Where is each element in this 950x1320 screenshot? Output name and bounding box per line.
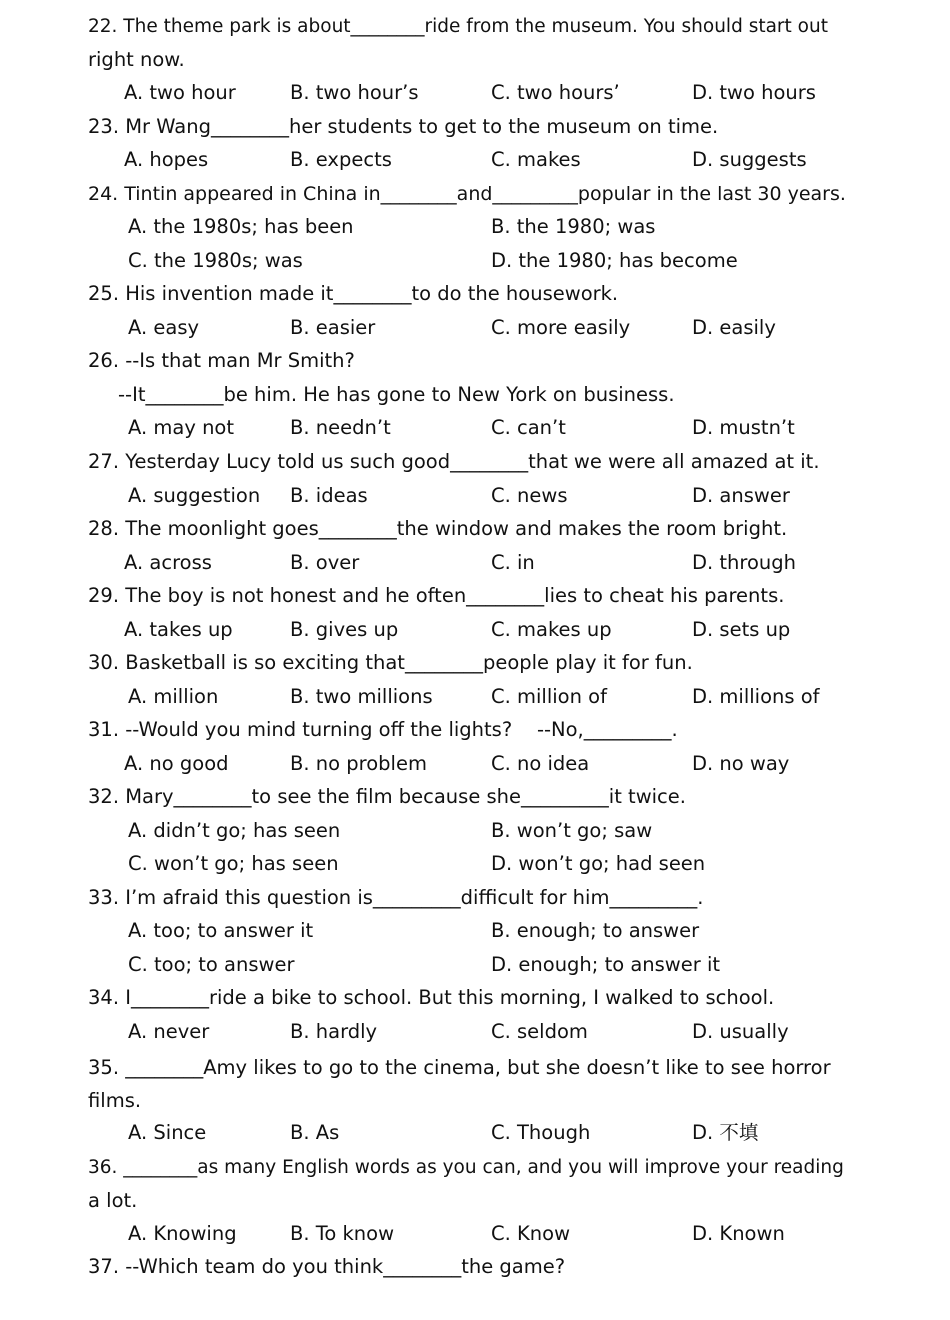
option-b[interactable]: B. two hour’s [290,81,419,104]
question-26-options [88,411,846,445]
option-b[interactable]: B. hardly [290,1020,378,1043]
question-36-stem: 36. ________as many English words as you can, and you will improve your reading [88,1157,844,1178]
option-c[interactable]: C. too; to answer [128,953,295,976]
option-b[interactable]: B. To know [290,1222,395,1245]
question-35-stem: 35. ________Amy likes to go to the cinema, but she doesn’t like to see horror [88,1056,831,1079]
option-c[interactable]: C. the 1980s; was [128,249,303,272]
option-c[interactable]: C. won’t go; has seen [128,852,339,875]
option-c[interactable]: C. news [491,484,568,507]
option-d[interactable]: D. through [692,551,797,574]
question-33-stem: 33. I’m afraid this question is_________difficult for him_________. [88,886,704,909]
option-b[interactable]: B. over [290,551,360,574]
question-36-stem-cont: a lot. [88,1189,138,1212]
option-b[interactable]: B. needn’t [290,416,391,439]
option-c[interactable]: C. Though [491,1121,591,1144]
option-c[interactable]: C. more easily [491,316,631,339]
option-b[interactable]: B. the 1980; was [491,215,656,238]
option-c[interactable]: C. in [491,551,535,574]
option-a[interactable]: A. million [128,685,219,708]
question-32-stem: 32. Mary________to see the film because she_________it twice. [88,785,686,808]
question-37-stem: 37. --Which team do you think________the game? [88,1255,566,1278]
question-34-options [88,1015,846,1049]
question-33-options-row2 [88,948,846,982]
option-a[interactable]: A. didn’t go; has seen [128,819,341,842]
question-30-options [88,680,846,714]
option-c[interactable]: C. Know [491,1222,571,1245]
question-31-stem: 31. --Would you mind turning off the lights? --No,_________. [88,718,678,741]
question-27-options [88,479,846,513]
question-35-options [88,1116,846,1150]
option-c[interactable]: C. million of [491,685,607,708]
option-a[interactable]: A. too; to answer it [128,919,314,942]
question-22-stem-cont: right now. [88,48,185,71]
option-a[interactable]: A. Since [128,1121,207,1144]
option-d[interactable]: D. the 1980; has become [491,249,738,272]
question-27-stem: 27. Yesterday Lucy told us such good________that we were all amazed at it. [88,450,820,473]
question-26-stem-cont: --It________be him. He has gone to New York on business. [118,383,675,406]
option-b[interactable]: B. easier [290,316,376,339]
option-a[interactable]: A. two hour [124,81,236,104]
question-29-stem: 29. The boy is not honest and he often________lies to cheat his parents. [88,584,785,607]
option-d[interactable]: D. sets up [692,618,791,641]
option-b[interactable]: B. ideas [290,484,368,507]
option-c[interactable]: C. makes [491,148,581,171]
option-c[interactable]: C. no idea [491,752,590,775]
option-d[interactable]: D. Known [692,1222,785,1245]
question-24-stem: 24. Tintin appeared in China in________and_________popular in the last 30 years. [88,183,846,205]
option-d[interactable]: D. answer [692,484,790,507]
option-d[interactable]: D. won’t go; had seen [491,852,706,875]
question-32-options-row1 [88,814,846,848]
option-a[interactable]: A. suggestion [128,484,261,507]
option-a[interactable]: A. the 1980s; has been [128,215,354,238]
option-a[interactable]: A. across [124,551,212,574]
question-28-options [88,546,846,580]
option-d[interactable]: D. mustn’t [692,416,795,439]
option-a[interactable]: A. no good [124,752,229,775]
question-23-stem: 23. Mr Wang________her students to get to the museum on time. [88,115,719,138]
question-25-stem: 25. His invention made it________to do the housework. [88,282,619,305]
question-31-options [88,747,846,781]
option-c[interactable]: C. two hours’ [491,81,620,104]
question-29-options [88,613,846,647]
question-25-options [88,311,846,345]
option-c[interactable]: C. seldom [491,1020,588,1043]
question-32-options-row2 [88,847,846,881]
option-b[interactable]: B. enough; to answer [491,919,700,942]
question-22-stem: 22. The theme park is about________ride from the museum. You should start out [88,16,828,37]
option-d[interactable]: D. no way [692,752,790,775]
option-b[interactable]: B. gives up [290,618,399,641]
option-a[interactable]: A. never [128,1020,210,1043]
option-a[interactable]: A. hopes [124,148,209,171]
option-d[interactable]: D. 不填 [692,1121,759,1144]
option-b[interactable]: B. expects [290,148,392,171]
question-34-stem: 34. I________ride a bike to school. But this morning, I walked to school. [88,986,775,1009]
option-b[interactable]: B. two millions [290,685,433,708]
question-30-stem: 30. Basketball is so exciting that________people play it for fun. [88,651,693,674]
question-24-options-row1 [88,210,846,244]
question-22-options [88,76,846,110]
option-d[interactable]: D. two hours [692,81,816,104]
option-a[interactable]: A. Knowing [128,1222,237,1245]
option-a[interactable]: A. takes up [124,618,233,641]
option-b[interactable]: B. no problem [290,752,427,775]
question-28-stem: 28. The moonlight goes________the window and makes the room bright. [88,517,788,540]
option-d[interactable]: D. easily [692,316,776,339]
question-33-options-row1 [88,914,846,948]
option-a[interactable]: A. may not [128,416,235,439]
option-a[interactable]: A. easy [128,316,200,339]
option-d[interactable]: D. millions of [692,685,820,708]
option-d[interactable]: D. suggests [692,148,807,171]
option-d[interactable]: D. enough; to answer it [491,953,721,976]
question-35-stem-cont: films. [88,1089,142,1112]
question-24-options-row2 [88,244,846,278]
question-26-stem: 26. --Is that man Mr Smith? [88,349,355,372]
option-c[interactable]: C. makes up [491,618,612,641]
option-b[interactable]: B. won’t go; saw [491,819,653,842]
option-b[interactable]: B. As [290,1121,340,1144]
option-d[interactable]: D. usually [692,1020,789,1043]
option-c[interactable]: C. can’t [491,416,566,439]
question-23-options [88,143,846,177]
question-36-options [88,1217,846,1251]
